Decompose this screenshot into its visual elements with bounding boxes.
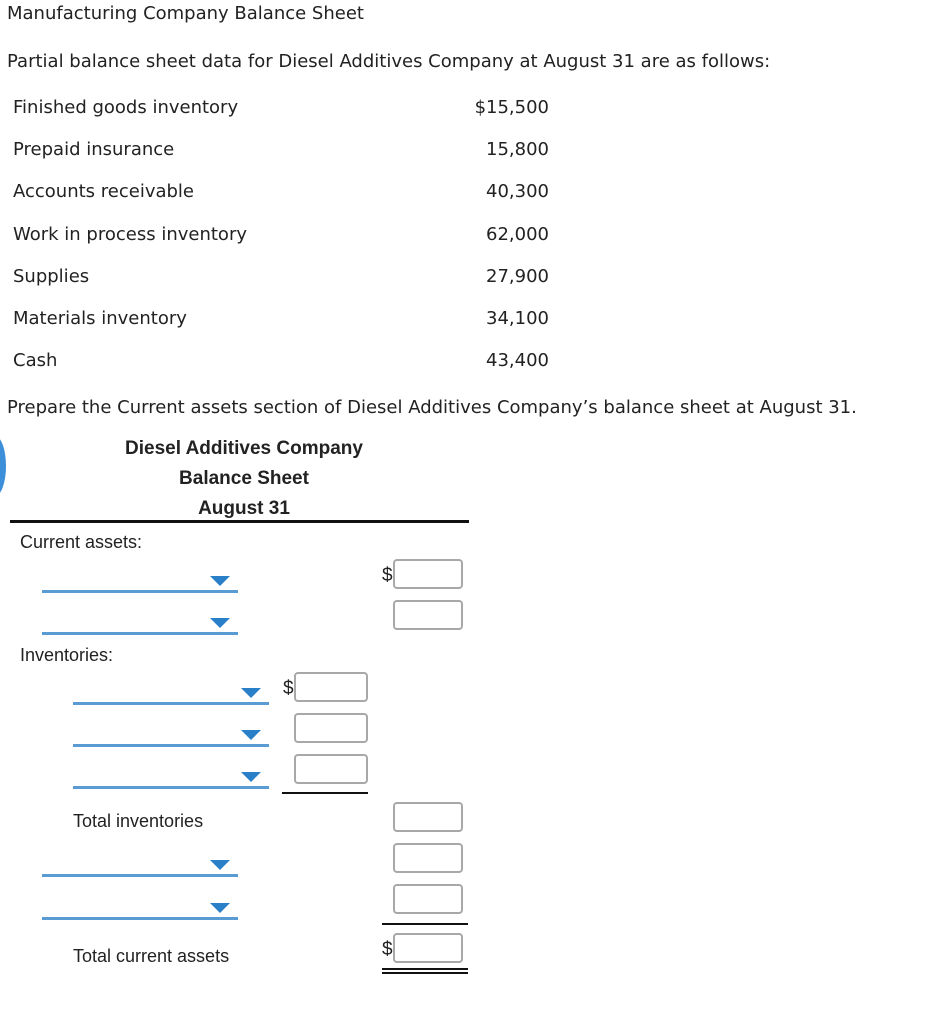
total-inventories-amount[interactable]: [393, 802, 463, 832]
statement-company: Diesel Additives Company: [125, 438, 363, 459]
data-row: [13, 97, 549, 121]
chevron-down-icon: [241, 730, 261, 740]
statement-name: Balance Sheet: [179, 468, 309, 489]
page-title: Manufacturing Company Balance Sheet: [7, 3, 364, 24]
chevron-down-icon: [210, 618, 230, 628]
total-inventories-label: Total inventories: [73, 811, 204, 831]
data-row: [13, 181, 549, 205]
chevron-down-icon: [210, 860, 230, 870]
data-row: [13, 224, 549, 248]
data-row: [13, 350, 549, 374]
data-row: [13, 266, 549, 290]
data-row-amount: 43,400: [486, 350, 549, 371]
header-rule: [10, 520, 469, 523]
data-row: [13, 308, 549, 332]
data-row-label: Finished goods inventory: [13, 97, 239, 118]
current-asset-amount-1[interactable]: [393, 559, 463, 589]
chevron-down-icon: [241, 772, 261, 782]
current-asset-amount-4[interactable]: [393, 884, 463, 914]
statement-date: August 31: [198, 498, 290, 519]
inventory-amount-2[interactable]: [294, 713, 368, 743]
current-asset-select-1[interactable]: [42, 566, 238, 593]
data-row-amount: 27,900: [486, 266, 549, 287]
current-asset-select-3[interactable]: [42, 850, 238, 877]
inventory-select-3[interactable]: [73, 762, 269, 789]
chevron-down-icon: [210, 903, 230, 913]
total-current-assets-label: Total current assets: [73, 946, 230, 966]
data-row-amount: 62,000: [486, 224, 549, 245]
chevron-down-icon: [210, 576, 230, 586]
inventory-select-1[interactable]: [73, 678, 269, 705]
data-row-amount: 34,100: [486, 308, 549, 329]
data-row-amount: 40,300: [486, 181, 549, 202]
data-row-amount: 15,800: [486, 139, 549, 160]
data-row: [13, 139, 549, 163]
inventory-select-2[interactable]: [73, 720, 269, 747]
subtotal-rule: [282, 792, 368, 794]
data-row-label: Prepaid insurance: [13, 139, 175, 160]
chevron-down-icon: [241, 688, 261, 698]
current-asset-select-2[interactable]: [42, 608, 238, 635]
dollar-sign: $: [283, 678, 294, 699]
data-row-label: Accounts receivable: [13, 181, 195, 202]
dollar-sign: $: [382, 939, 393, 960]
inventory-amount-3[interactable]: [294, 754, 368, 784]
data-row-amount: $15,500: [474, 97, 549, 118]
data-row-label: Materials inventory: [13, 308, 187, 329]
current-asset-amount-2[interactable]: [393, 600, 463, 630]
current-asset-amount-3[interactable]: [393, 843, 463, 873]
total-current-assets-amount[interactable]: [393, 933, 463, 963]
double-rule-top: [382, 968, 468, 970]
data-row-label: Supplies: [13, 266, 90, 287]
current-assets-label: Current assets:: [20, 532, 143, 552]
current-asset-select-4[interactable]: [42, 893, 238, 920]
inventory-amount-1[interactable]: [294, 672, 368, 702]
dollar-sign: $: [382, 565, 393, 586]
double-rule-bottom: [382, 972, 468, 974]
inventories-label: Inventories:: [20, 645, 114, 665]
problem-intro: Partial balance sheet data for Diesel Additives Company at August 31 are as follows:: [7, 51, 771, 72]
data-row-label: Work in process inventory: [13, 224, 247, 245]
left-accent-marker: [0, 436, 6, 496]
data-row-label: Cash: [13, 350, 58, 371]
total-rule: [382, 923, 468, 925]
instruction-text: Prepare the Current assets section of Diesel Additives Company’s balance sheet at August 31.: [7, 397, 857, 418]
